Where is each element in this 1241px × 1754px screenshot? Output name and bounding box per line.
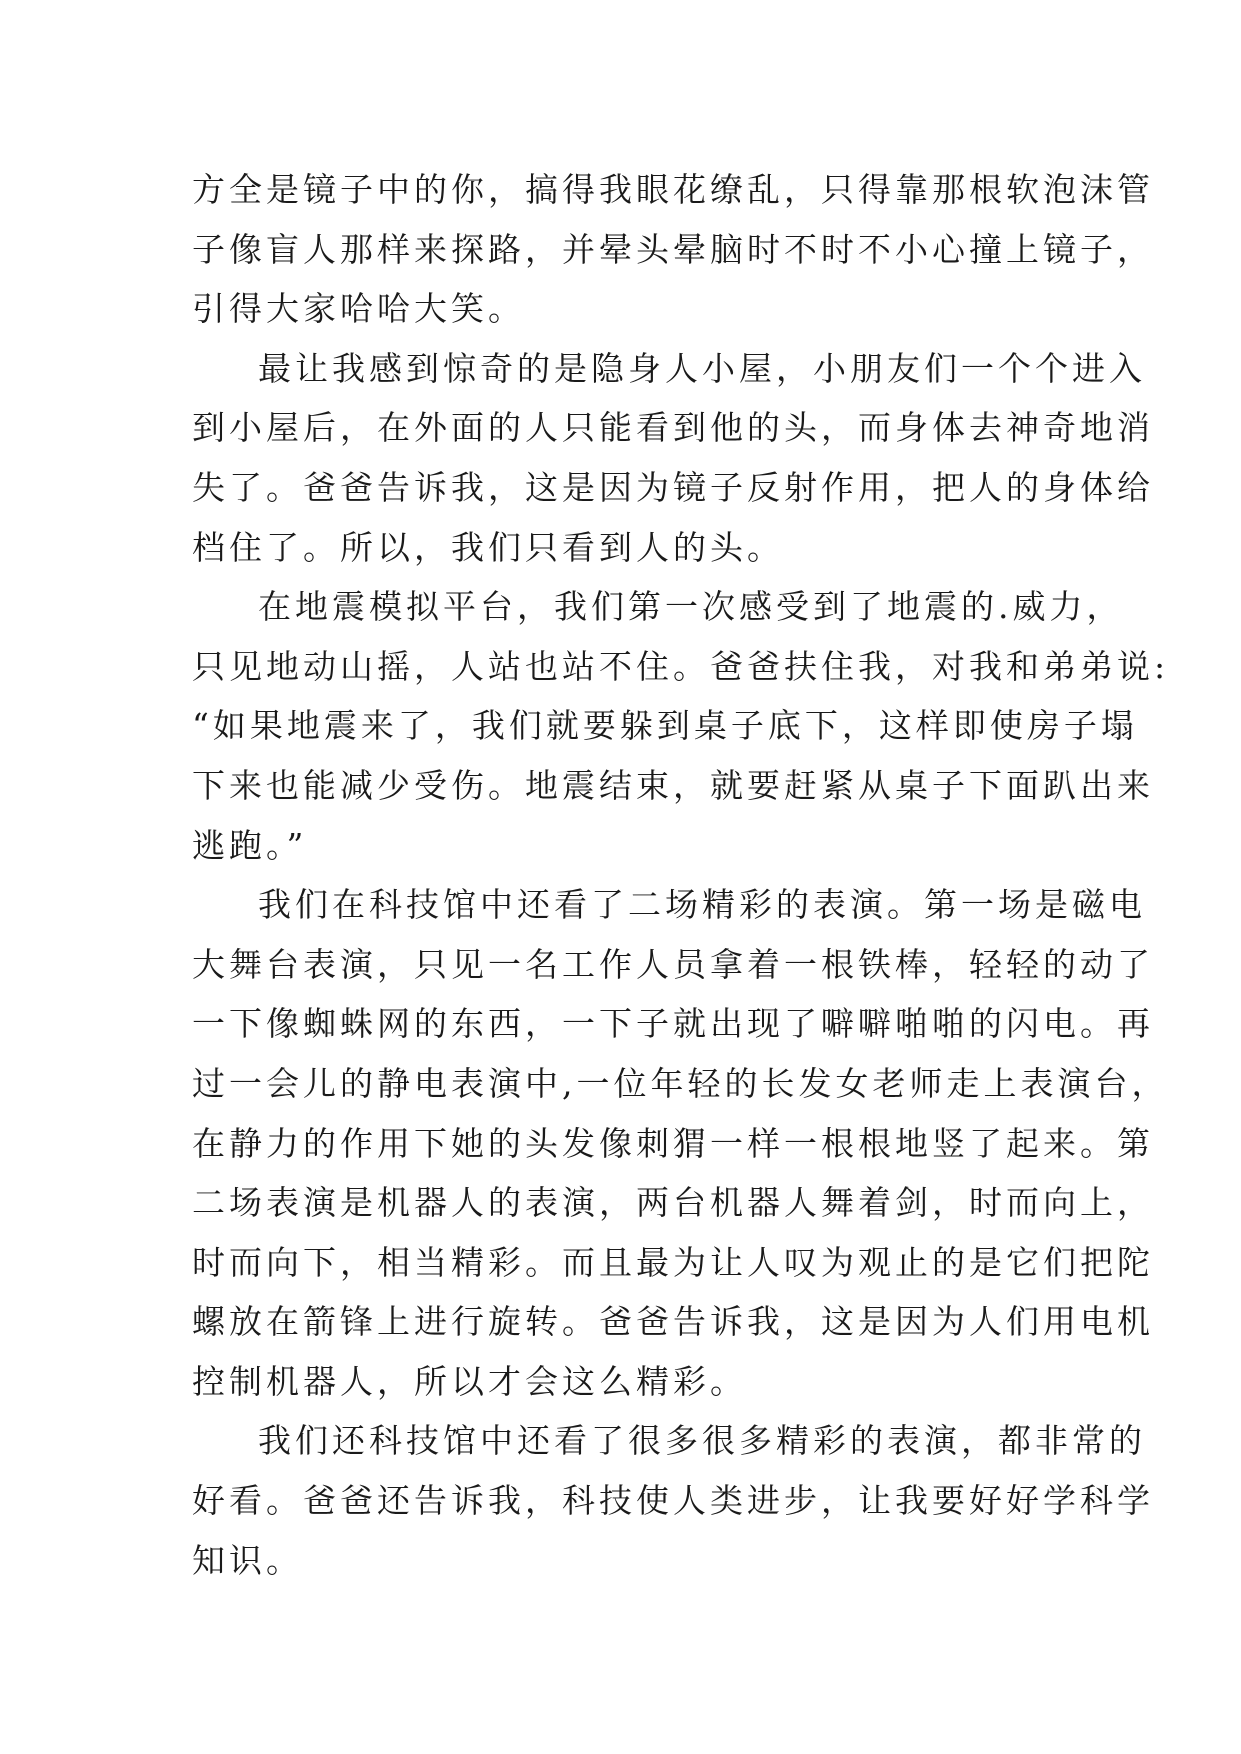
paragraph-4-line-4: 过一会儿的静电表演中,一位年轻的长发女老师走上表演台， <box>192 1063 1169 1103</box>
paragraph-4-line-1: 我们在科技馆中还看了二场精彩的表演。第一场是磁电 <box>258 885 1146 925</box>
paragraph-4-line-5: 在静力的作用下她的头发像刺猬一样一根根地竖了起来。第 <box>192 1123 1154 1163</box>
paragraph-5-line-3: 知识。 <box>192 1540 303 1580</box>
paragraph-1-line-3: 引得大家哈哈大笑。 <box>192 289 525 329</box>
article-body <box>192 160 1170 1590</box>
paragraph-3-line-3: “如果地震来了，我们就要躲到桌子底下，这样即使房子塌 <box>192 706 1138 746</box>
paragraph-4-line-8: 螺放在箭锋上进行旋转。爸爸告诉我，这是因为人们用电机 <box>192 1302 1154 1342</box>
paragraph-3-line-1: 在地震模拟平台，我们第一次感受到了地震的.威力， <box>258 587 1124 627</box>
paragraph-3-line-4: 下来也能减少受伤。地震结束，就要赶紧从桌子下面趴出来 <box>192 765 1154 805</box>
paragraph-4-line-6: 二场表演是机器人的表演，两台机器人舞着剑，时而向上， <box>192 1183 1154 1223</box>
paragraph-2-line-3: 失了。爸爸告诉我，这是因为镜子反射作用，把人的身体给 <box>192 467 1154 507</box>
paragraph-4-line-7: 时而向下，相当精彩。而且最为让人叹为观止的是它们把陀 <box>192 1242 1154 1282</box>
paragraph-5-line-1: 我们还科技馆中还看了很多很多精彩的表演，都非常的 <box>258 1421 1146 1461</box>
paragraph-3-line-2: 只见地动山摇，人站也站不住。爸爸扶住我，对我和弟弟说: <box>192 646 1170 686</box>
paragraph-2-line-1: 最让我感到惊奇的是隐身人小屋，小朋友们一个个进入 <box>258 348 1146 388</box>
paragraph-2-line-4: 档住了。所以，我们只看到人的头。 <box>192 527 784 567</box>
paragraph-3-line-5: 逃跑。” <box>192 825 308 865</box>
paragraph-4-line-2: 大舞台表演，只见一名工作人员拿着一根铁棒，轻轻的动了 <box>192 944 1154 984</box>
paragraph-2-line-2: 到小屋后，在外面的人只能看到他的头，而身体去神奇地消 <box>192 408 1154 448</box>
paragraph-4-line-9: 控制机器人，所以才会这么精彩。 <box>192 1361 747 1401</box>
paragraph-1-line-2: 子像盲人那样来探路，并晕头晕脑时不时不小心撞上镜子， <box>192 229 1154 269</box>
paragraph-1-line-1: 方全是镜子中的你，搞得我眼花缭乱，只得靠那根软泡沫管 <box>192 170 1154 209</box>
paragraph-5-line-2: 好看。爸爸还告诉我，科技使人类进步，让我要好好学科学 <box>192 1481 1154 1521</box>
paragraph-4-line-3: 一下像蜘蛛网的东西，一下子就出现了噼噼啪啪的闪电。再 <box>192 1004 1154 1044</box>
